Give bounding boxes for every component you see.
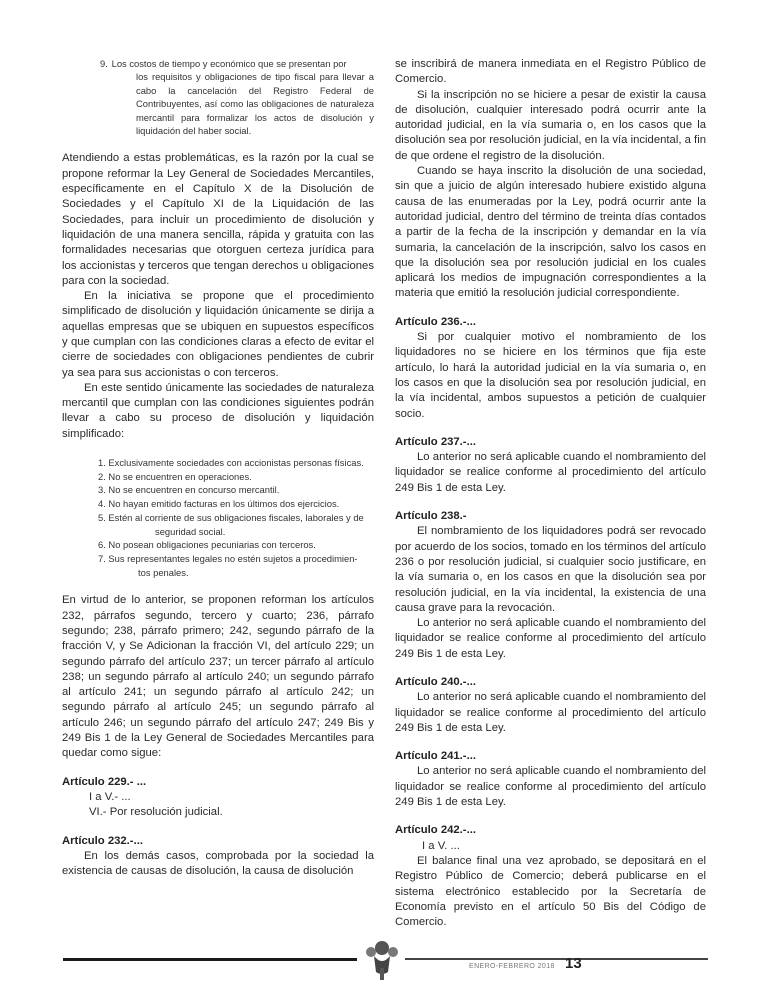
- list-item: 6. No posean obligaciones pecuniarias con terceros.: [98, 539, 316, 551]
- publisher-logo-icon: [362, 938, 402, 984]
- issue-date: ENERO-FEBRERO 2018: [469, 963, 555, 970]
- list-item-9: [62, 57, 374, 137]
- list-text-rest: los requisitos y obligaciones de tipo fiscal para llevar a cabo la cancelación del Registro Federal de Contribuyentes, así como las obligaciones de naturaleza mercantil para formalizar los actos de disolución y liquidación del haber social.: [136, 71, 374, 137]
- paragraph: Lo anterior no será aplicable cuando el nombramiento del liquidador se realice conforme al procedimiento del artículo 249 Bis 1 de esta Ley.: [395, 691, 706, 734]
- article-heading: Artículo 241.-...: [395, 750, 476, 763]
- paragraph: Si la inscripción no se hiciere a pesar de existir la causa de disolución, cualquier interesado podrá ocurrir ante la autoridad judicial, en la vía sumaria o, en los casos que la disolución sea por resolución judicial, en la vía incidental, a fin de que ordene el registro de la disolución.: [395, 88, 706, 162]
- list-item: 5. Estén al corriente de sus obligaciones fiscales, laborales y de seguridad social.: [98, 511, 364, 537]
- article-heading: Artículo 238.-: [395, 510, 467, 523]
- paragraph: El balance final una vez aprobado, se depositará en el Registro Público de Comercio; deberá publicarse en el sistema electrónico establecido por la Secretaría de Economía previsto en el artículo 50 Bis del Código de Comercio.: [395, 854, 706, 929]
- footer-rule-left: [63, 958, 357, 961]
- list-item: 3. No se encuentren en concurso mercantil.: [98, 484, 280, 496]
- article-line: I a V. ...: [422, 839, 460, 852]
- paragraph: Lo anterior no será aplicable cuando el nombramiento del liquidador se realice conforme al procedimiento del artículo 249 Bis 1 de esta Ley.: [395, 617, 706, 660]
- paragraph: En los demás casos, comprobada por la sociedad la existencia de causas de disolución, la causa de disolución: [62, 849, 374, 878]
- paragraph: Lo anterior no será aplicable cuando el nombramiento del liquidador se realice conforme al procedimiento del artículo 249 Bis 1 de esta Ley.: [395, 765, 706, 809]
- paragraph: En este sentido únicamente las sociedades de naturaleza mercantil que cumplan con las condiciones siguientes podrán llevar a cabo su proceso de disolución y liquidación simplificado:: [62, 381, 374, 440]
- article-line: VI.- Por resolución judicial.: [89, 806, 223, 819]
- paragraph: Cuando se haya inscrito la disolución de una sociedad, sin que a juicio de algún interesado hubiere existido alguna causa de las enumeradas por la Ley, podrá ocurrir ante la autoridad judicial, dentro del término de treinta días contados a partir de la fecha de la inscripción y demandar en la vía sumaria, la cancelación de la inscripción, salvo los casos en que la disolución sea por resolución judicial en los cuales aplicará los medios de impugnación correspondientes a la materia que emitió la resolución judicial correspondiente.: [395, 165, 706, 300]
- list-item: 1. Exclusivamente sociedades con accionistas personas físicas.: [98, 457, 364, 469]
- article-heading: Artículo 232.-...: [62, 834, 143, 847]
- article-line: I a V.- ...: [89, 790, 131, 803]
- article-heading: Artículo 236.-...: [395, 315, 476, 328]
- conditions-list: [98, 456, 374, 579]
- paragraph: Lo anterior no será aplicable cuando el nombramiento del liquidador se realice conforme al procedimiento del artículo 249 Bis 1 de esta Ley.: [395, 451, 706, 494]
- article-heading: Artículo 237.-...: [395, 435, 476, 448]
- right-column: [395, 57, 706, 930]
- paragraph: En la iniciativa se propone que el procedimiento simplificado de disolución y liquidación únicamente se dirija a aquellas empresas que se ubiquen en supuestos específicos y que cumplan con las condiciones claras a efecto de evitar el cierre de sociedades con obligaciones pendientes de cubrir ya sea para sus accionistas o con terceros.: [62, 290, 374, 379]
- list-text-first: Los costos de tiempo y económico que se presentan por: [111, 58, 347, 69]
- page-number: 13: [565, 955, 582, 972]
- list-item: 7. Sus representantes legales no estén sujetos a procedimien- tos penales.: [98, 553, 358, 578]
- paragraph: En virtud de lo anterior, se proponen reforman los artículos 232, párrafos segundo, tercero y cuarto; 236, párrafo segundo; 238, párrafo primero; 242, segundo párrafo de la fracción V, y Se Adicionan la fracción VI, del artículo 229; un segundo párrafo del artículo 237; un tercer párrafo al artículo 238; un segundo párrafo al artículo 240; un segundo párrafo al artículo 241; un segundo párrafo al artículo 242; un segundo párrafo al artículo 245; un segundo párrafo al artículo 246; un segundo párrafo del artículo 247; 249 Bis y 249 Bis 1 de la Ley General de Sociedades Mercantiles para quedar como sigue:: [62, 594, 374, 760]
- list-item: 4. No hayan emitido facturas en los últimos dos ejercicios.: [98, 498, 340, 510]
- left-column: [62, 57, 374, 879]
- paragraph: Si por cualquier motivo el nombramiento de los liquidadores no se hiciere en los términos que fija este artículo, lo hará la autoridad judicial en la vía sumaria o, en los casos en que la disolución sea por resolución judicial, en la vía incidental, ambos supuestos a petición de cualquier socio.: [395, 331, 706, 420]
- article-heading: Artículo 240.-...: [395, 675, 476, 688]
- paragraph: se inscribirá de manera inmediata en el Registro Público de Comercio.: [395, 58, 706, 86]
- paragraph: Atendiendo a estas problemáticas, es la razón por la cual se propone reformar la Ley General de Sociedades Mercantiles, específicamente en el Capítulo X de la Disolución de Sociedades y el Capítulo XI de la Liquidación de las Sociedades, para incluir un procedimiento de disolución y liquidación de una manera sencilla, rápida y gratuita con las formalidades necesarias que otorguen certeza jurídica para los accionistas y terceros que tengan derechos u obligaciones para con la sociedad.: [62, 152, 374, 287]
- paragraph: El nombramiento de los liquidadores podrá ser revocado por acuerdo de los socios, tomado en los términos del artículo 236 o por resolución judicial, si cualquier socio justificare, en la vía sumaria o, en los casos en que la disolución sea por resolución judicial, en la vía incidental, la existencia de una causa grave para la revocación.: [395, 525, 706, 614]
- article-heading: Artículo 229.- ...: [62, 775, 147, 788]
- footer-rule-right: [405, 958, 708, 960]
- list-item: 2. No se encuentren en operaciones.: [98, 470, 252, 482]
- list-number: 9.: [100, 58, 108, 69]
- article-heading: Artículo 242.-...: [395, 824, 476, 837]
